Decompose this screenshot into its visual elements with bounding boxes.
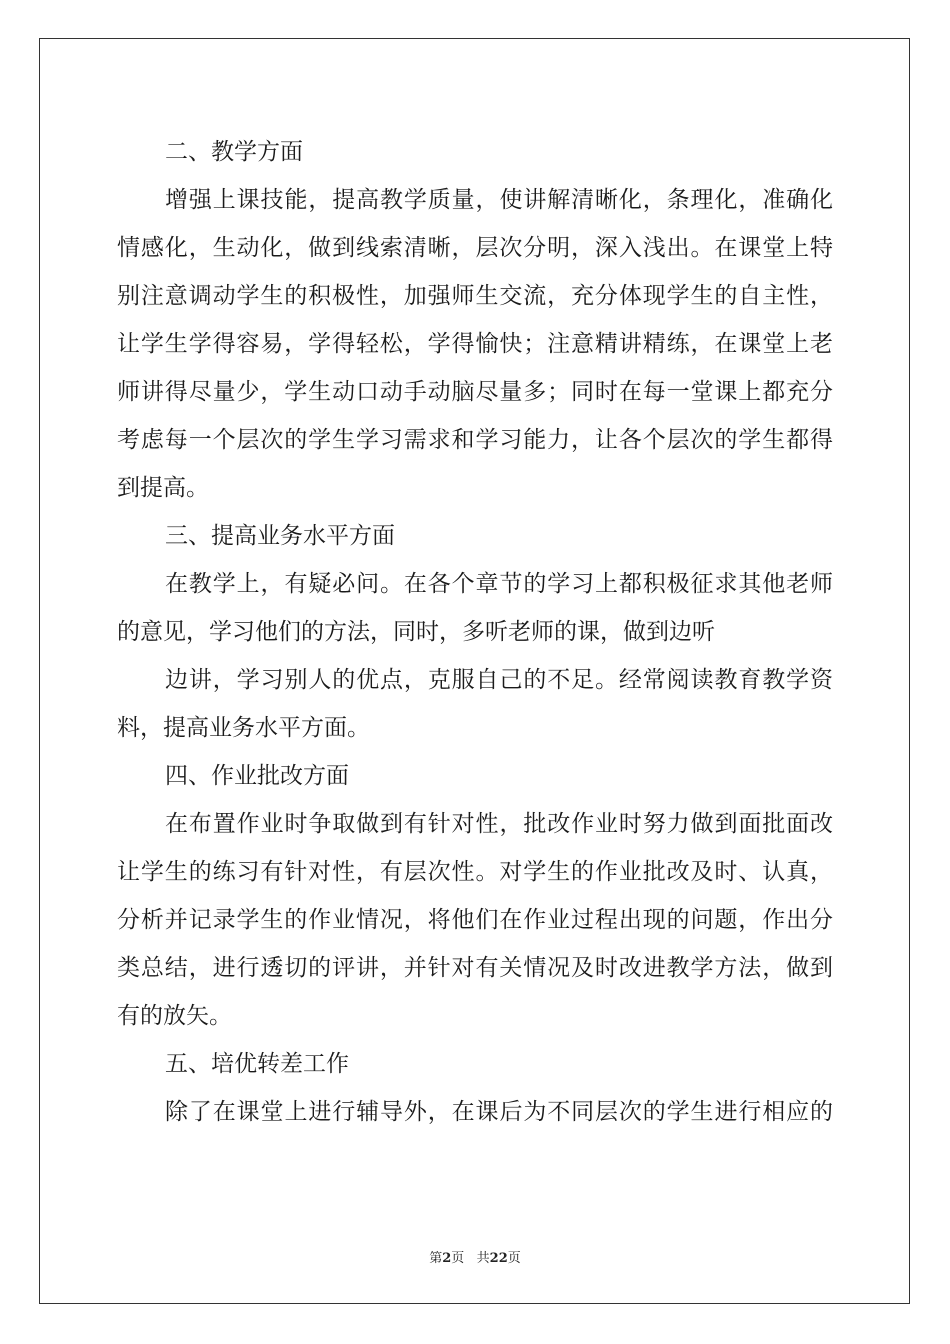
paragraph-line: 类总结，进行透切的评讲，并针对有关情况及时改进教学方法，做到 xyxy=(117,955,833,981)
paragraph-line: 的意见，学习他们的方法，同时，多听老师的课，做到边听 xyxy=(117,619,715,645)
paragraph-line: 别注意调动学生的积极性，加强师生交流，充分体现学生的自主性， xyxy=(117,283,833,309)
paragraph-line: 料，提高业务水平方面。 xyxy=(117,715,370,741)
section-heading: 三、提高业务水平方面 xyxy=(165,523,395,549)
paragraph-line: 除了在课堂上进行辅导外，在课后为不同层次的学生进行相应的 xyxy=(165,1099,833,1125)
paragraph-line: 师讲得尽量少，学生动口动手动脑尽量多；同时在每一堂课上都充分 xyxy=(117,379,833,405)
paragraph-line: 增强上课技能，提高教学质量，使讲解清晰化，条理化，准确化 xyxy=(165,187,833,213)
paragraph-line: 在布置作业时争取做到有针对性，批改作业时努力做到面批面改 xyxy=(165,811,833,837)
section-heading: 四、作业批改方面 xyxy=(165,763,349,789)
paragraph-line: 情感化，生动化，做到线索清晰，层次分明，深入浅出。在课堂上特 xyxy=(117,235,833,261)
section-heading: 二、教学方面 xyxy=(165,139,303,165)
footer-middle: 页 共 xyxy=(451,1251,490,1266)
paragraph-line: 在教学上，有疑必问。在各个章节的学习上都积极征求其他老师 xyxy=(165,571,833,597)
paragraph-line: 考虑每一个层次的学生学习需求和学习能力，让各个层次的学生都得 xyxy=(117,427,833,453)
document-body xyxy=(117,128,833,1136)
total-pages-number: 22 xyxy=(489,1251,508,1266)
current-page-number: 2 xyxy=(442,1251,452,1266)
paragraph-line: 让学生学得容易，学得轻松，学得愉快；注意精讲精练，在课堂上老 xyxy=(117,331,833,357)
page-footer xyxy=(0,1247,950,1266)
paragraph-line: 分析并记录学生的作业情况，将他们在作业过程出现的问题，作出分 xyxy=(117,907,833,933)
section-heading: 五、培优转差工作 xyxy=(165,1051,349,1077)
footer-prefix: 第 xyxy=(429,1251,443,1266)
footer-suffix: 页 xyxy=(507,1251,521,1266)
paragraph-line: 到提高。 xyxy=(117,475,209,501)
paragraph-line: 让学生的练习有针对性，有层次性。对学生的作业批改及时、认真， xyxy=(117,859,833,885)
paragraph-line: 边讲，学习别人的优点，克服自己的不足。经常阅读教育教学资 xyxy=(165,667,833,693)
paragraph-line: 有的放矢。 xyxy=(117,1003,232,1029)
